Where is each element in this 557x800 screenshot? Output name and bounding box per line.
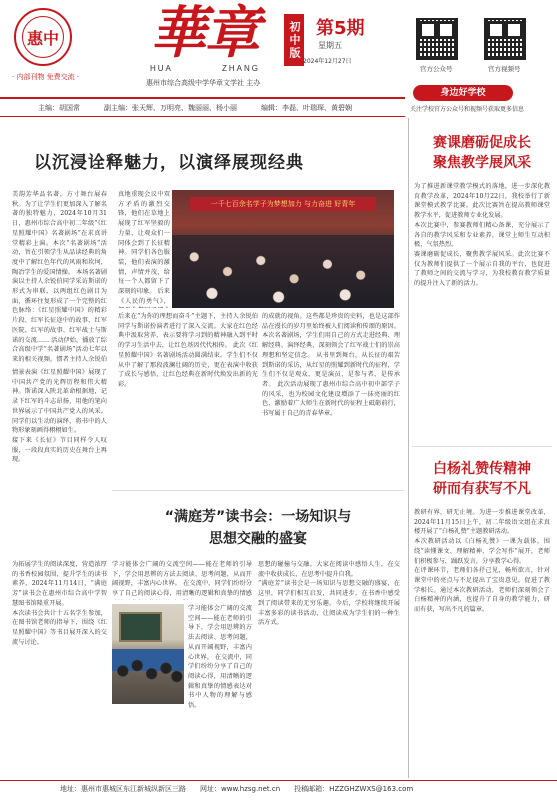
article2-title-line1: “满庭芳”读书会：一场知识与 bbox=[164, 509, 352, 525]
qr-code-icon[interactable] bbox=[416, 18, 458, 60]
article1-col1: 美韵芳华品名著，方寸舞台展春秋。为了让学生们更加深入了解名著的独特魅力，2024年10月31日，惠州市综合高中初二年级“《红星照耀中国》名著剧场”在求真讲堂精彩上演。本次“名著剧场”活动，旨在引领学生从品读经典的角度中了解红色年代的风雨和坎坷，陶冶学生的爱国情操。 本场名著剧演以主持人余锐伯同学采访斯诺的形式为串联，以两组红色剧目为面，循环往复形成了一个完整的红色脉络：《红星照耀中国》的精彩片段、红军长征途中的故事、红军医院、红军的故事、红军战士与斯诺的交流…… 活动伊始，播放了综合高级中学“名著剧场”活动七年以来的相关视频。惯者主持人余锐伯 bbox=[12, 191, 107, 363]
qr-label-official-account: 官方公众号 bbox=[420, 65, 453, 73]
footer-email[interactable]: 投稿邮箱：HZZGHZWXS@163.com bbox=[294, 784, 414, 793]
article1-col2: 真地重现会议中双方矛盾的激烈交锋，他们在草地上展现了红军坚毅的力量，让观众们一同体会到了长征精神。同学们各色服装，他们表演的激情，声情并茂，给每一个人都留下了深刻的印象。 后来《人民的勇气》， bbox=[118, 191, 170, 305]
article1-col1b: 情景表演《红星照耀中国》展现了中国共产党的光辉历程和伟大精神。斯诺深入陕北革命根据地，记录下红军的斗志昂扬，用他的笔向世界展示了中国共产党人的风采。同学们以生动的演绎，将书中的人物形象刻画得栩栩如生。 接下来《长征》节目同样令人叹服，一段段真实的历史在舞台上再现。 bbox=[12, 369, 107, 464]
chief-editor: 主编：胡国常 bbox=[38, 103, 80, 112]
article2-col1: 为拓展学生的阅读深度，营造浓厚的书香校园氛围，提升学生的读书素养，2024年11月14日，“满庭芳”读书会在惠州市综合高中学智慧图书馆隆重开展。 本次读书会共计十五名学生参加，在图书馆老师的指导下，围绕《红星照耀中国》等书目展开深入的交流与讨论。 bbox=[12, 561, 107, 646]
article1-col2b: 后来在“为你的理想而奋斗”主题下，主持人余锐伯同学与斯诺扮演者进行了深入交流。大家在红色经典中汲取营养，表示要将学习到的精神融入到平时的学习生活中去，让红色基因代代相传。 此次《红星照耀中国》名著剧场活动圆满结束。学生们不仅从中了解了那段波澜壮阔的历史，更在表演中收获了成长与感悟，让红色经典在新时代焕发出新的光彩。 bbox=[118, 313, 258, 388]
article2-col3: 思想的碰撞与交融。大家在阅读中感悟人生，在交流中收获成长，在思考中提升自我。 “满庭芳”读书会是一场知识与思想交融的盛宴，在这里，同学们相互启发，共同进步，在书香中感受到了阅读带来的无穷乐趣。今后，学校将继续开展丰富多彩的读书活动，让阅读成为学生们的一种生活方式。 bbox=[258, 561, 400, 627]
weekday: 星期五 bbox=[318, 41, 342, 50]
sidebar-article2-title-line1: 白杨礼赞传精神 bbox=[433, 461, 531, 477]
sidebar-article2-title-line2: 研而有获写不凡 bbox=[433, 481, 531, 497]
staff-editors: 编辑：李磊、叶瑞琛、黄碧娴 bbox=[261, 103, 352, 112]
sidebar-article1-text: 为了推进新课堂教学模式的落地，进一步深化教育教学改革，2024年10月22日，我校举行了新课堂模式教学比赛。此次比赛旨在提高教师课堂教学水平，促进教师专业化发展。 本次比赛中，参赛教师们精心备课，充分展示了各自的教学风采和专业素养，课堂上师生互动积极，气氛热烈。 赛课磨砺促成长，聚焦教学展风采。此次比赛不仅为教师们提供了一个展示自我的平台，也促进了教师之间的交流与学习，为我校教育教学质量的提升注入了新的活力。 bbox=[414, 183, 550, 288]
audience-crowd bbox=[172, 235, 394, 308]
article-separator bbox=[112, 490, 404, 491]
sidebar-separator bbox=[412, 446, 552, 447]
logo-pinyin-right: ZHANG bbox=[222, 64, 260, 73]
edition-badge: 初中版 bbox=[284, 14, 304, 66]
footer-website[interactable]: 网址：www.hzsg.net.cn bbox=[200, 784, 281, 793]
column-subtitle: 关注学校官方公众号和视频号获取更多信息 bbox=[410, 106, 525, 113]
masthead-slogan: · 内部刊物 免费交流 · bbox=[12, 73, 80, 81]
logo-pinyin bbox=[150, 64, 260, 73]
deputy-editors: 副主编：张天辉、万明亮、魏丽丽、杨小丽 bbox=[104, 103, 237, 112]
editors-rule bbox=[0, 116, 405, 117]
article2-col2: 学习能体会广阔的交流空间——能在老师的引导下，学会用思辨的方法去阅读、思考问题，从而开阔视野，丰富内心世界。 在交流中，同学们纷纷分享了自己的阅读心得，用清晰的逻辑和真挚的情感 bbox=[112, 561, 252, 598]
seal-text: 惠中 bbox=[22, 16, 64, 58]
footer-address: 地址：惠州市惠城区东江新城纵新区三路 bbox=[60, 784, 186, 793]
footer bbox=[0, 780, 557, 796]
issue-number: 第5期 bbox=[316, 18, 365, 39]
article1-title: 以沉浸诠释魅力，以演绎展现经典 bbox=[34, 153, 304, 173]
students bbox=[112, 649, 184, 704]
article1-photo bbox=[172, 190, 394, 308]
publisher-line: 惠州市综合高级中学华章文学社 主办 bbox=[146, 79, 261, 87]
masthead-rule bbox=[0, 97, 405, 99]
editors-line bbox=[0, 101, 405, 114]
article1-col3: 的成就的视角。这些都是珍贵的史料，也是这部作品在漫长的岁月里始终被人们阅读和传颂的原因。本次名著剧场，学生们用自己的方式走进经典、理解经典、演绎经典，深刻领会了红军战士们的崇高理想和坚定信念。 从书里到舞台，从长征的艰苦到斯诺的采访，从红星的照耀到新时代的征程，学生们不仅是观众，更是演员、是参与者、是传承者。 此次活动展现了惠州市综合高中初中部学子的风采，也为校园文化建设增添了一抹亮丽的红色，激励着广大师生在新时代的征程上砥砺前行，书写属于自己的青春华章。 bbox=[262, 313, 400, 418]
article2-col2b: 学习能体会广阔的交流空间——能在老师的引导下，学会用思辨的方法去阅读、思考问题，从而开阔视野，丰富内心世界。 在交流中，同学们纷纷分享了自己的阅读心得，用清晰的逻辑和真挚的情感表达对书中人物的理解与感悟。 bbox=[188, 605, 252, 710]
column-divider bbox=[408, 118, 409, 778]
logo-pinyin-left: HUA bbox=[150, 64, 173, 73]
sidebar-article2-text: 教研有界，研无止境。为进一步推进课堂改革，2024年11月15日上午，初二年级语文组在求真楼开展了“白杨礼赞”主题教研活动。 本次教研活动以《白杨礼赞》一课为载体，围绕“读懂课文、理解精神、学会写作”展开，老师们积极参与，踊跃发言，分享教学心得。 在评课环节，老师们各抒己见，畅所欲言，针对课堂中的亮点与不足提出了宝贵意见，促进了教学相长。通过本次教研活动，老师们深刻领会了白杨精神的内涵，也提升了自身的教学能力，研而有获，写出不凡的篇章。 bbox=[414, 509, 550, 614]
publication-date: 2024年12月27日 bbox=[303, 58, 352, 65]
qr-code-icon[interactable] bbox=[484, 18, 526, 60]
sidebar-article1-title-line1: 赛课磨砺促成长 bbox=[433, 135, 531, 151]
newspaper-logo: 華章 bbox=[150, 0, 258, 66]
school-seal-logo bbox=[14, 8, 72, 66]
photo-banner-text: 一千七百余名学子为梦想加力 与力奋进 好青年 bbox=[190, 197, 376, 211]
sidebar-article1-title-line2: 聚焦教学展风采 bbox=[433, 155, 531, 171]
article2-photo bbox=[112, 604, 184, 704]
qr-label-video-account: 官方视频号 bbox=[488, 65, 521, 73]
blackboard bbox=[119, 612, 162, 642]
column-tag: 身边好学校 bbox=[413, 85, 513, 101]
article2-title-line2: 思想交融的盛宴 bbox=[209, 531, 307, 547]
